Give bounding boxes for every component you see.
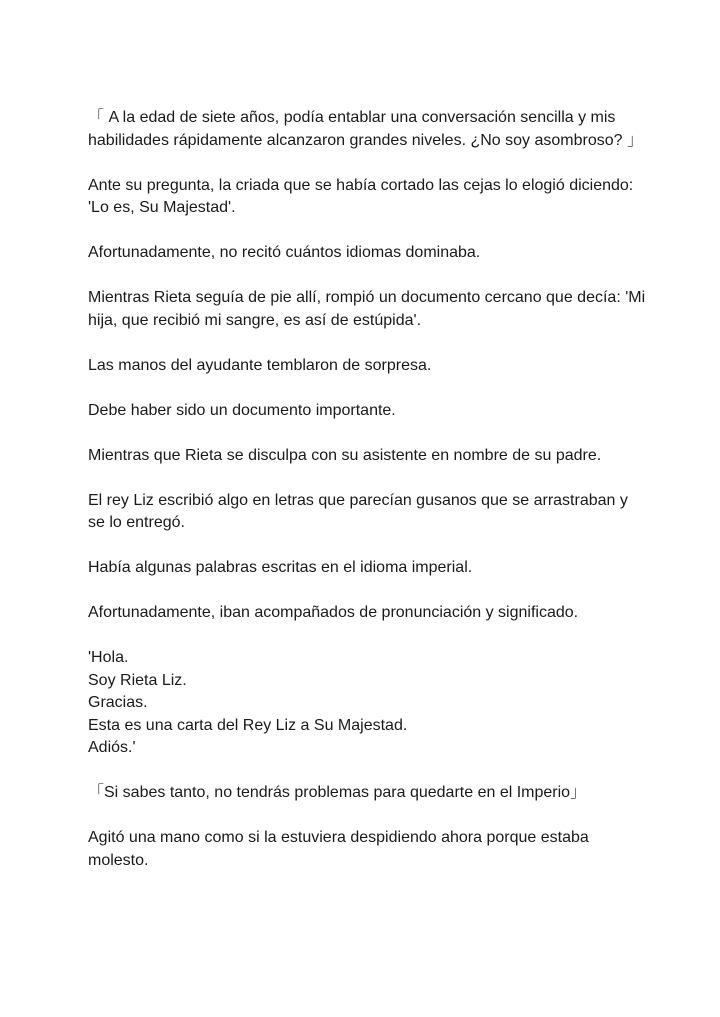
paragraph: Mientras Rieta seguía de pie allí, rompió un documento cercano que decía: 'Mi hija, que recibió mi sangre, es así de estúpida'. xyxy=(88,289,646,329)
letter-quote xyxy=(88,647,648,760)
letter-line: 'Hola. xyxy=(88,649,129,666)
paragraph: Agitó una mano como si la estuviera despidiendo ahora porque estaba molesto. xyxy=(88,829,589,869)
paragraph: Afortunadamente, no recitó cuántos idiomas dominaba. xyxy=(88,244,481,261)
letter-line: Esta es una carta del Rey Liz a Su Majestad. xyxy=(88,716,408,734)
paragraph: Había algunas palabras escritas en el idioma imperial. xyxy=(88,559,473,576)
paragraph: El rey Liz escribió algo en letras que parecían gusanos que se arrastraban y se lo entregó. xyxy=(88,491,628,531)
paragraph: Debe haber sido un documento importante. xyxy=(88,401,396,419)
paragraph: 「Si sabes tanto, no tendrás problemas para quedarte en el Imperio」 xyxy=(88,784,587,801)
letter-line: Soy Rieta Liz. xyxy=(88,671,187,689)
paragraph: Afortunadamente, iban acompañados de pronunciación y significado. xyxy=(88,604,579,621)
paragraph: Ante su pregunta, la criada que se había cortado las cejas lo elogió diciendo: 'Lo es, Su Majestad'. xyxy=(88,176,634,216)
letter-line: Adiós.' xyxy=(88,739,136,756)
paragraph: Las manos del ayudante temblaron de sorpresa. xyxy=(88,356,432,374)
paragraph: 「 A la edad de siete años, podía entablar una conversación sencilla y mis habilidades rápidamente alcanzaron grandes niveles. ¿No soy asombroso? 」 xyxy=(88,109,643,149)
paragraph: Mientras que Rieta se disculpa con su asistente en nombre de su padre. xyxy=(88,446,602,464)
letter-line: Gracias. xyxy=(88,694,148,711)
document-body xyxy=(88,107,648,895)
